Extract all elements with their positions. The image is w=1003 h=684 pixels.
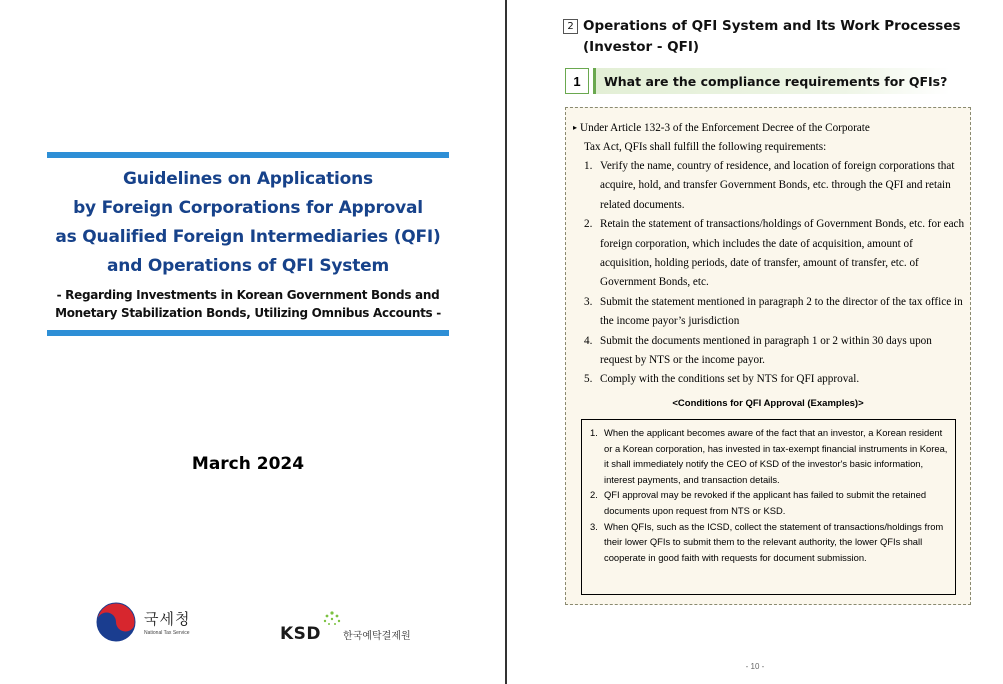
conditions-box bbox=[581, 419, 956, 595]
cover-date: March 2024 bbox=[191, 454, 305, 474]
list-item-text: Submit the documents mentioned in paragraph 1 or 2 within 30 days upon request by NTS or the income payor. bbox=[600, 334, 932, 367]
bullet-icon: ▸ bbox=[573, 123, 578, 132]
ksd-spark-icon bbox=[323, 610, 341, 644]
list-item bbox=[590, 425, 950, 487]
list-item-number: 1. bbox=[590, 427, 598, 438]
list-item-text: Retain the statement of transactions/holdings of Government Bonds, etc. for each foreign corporation, which includes the date of acquisition, amount of acquisition, holding periods, date of transfer, amount of transfer, etc. of Government Bonds, etc. bbox=[600, 218, 965, 289]
section-number-box: 2 bbox=[563, 19, 578, 34]
cover-title-line: as Qualified Foreign Intermediaries (QFI) bbox=[55, 227, 441, 247]
cover-subtitle-line: Monetary Stabilization Bonds, Utilizing Omnibus Accounts - bbox=[55, 306, 441, 320]
cover-top-rule bbox=[47, 152, 449, 158]
nts-logo-english: National Tax Service bbox=[144, 630, 190, 636]
cover-title-line: by Foreign Corporations for Approval bbox=[73, 198, 423, 218]
list-item-number: 2. bbox=[584, 218, 593, 231]
section-heading bbox=[563, 16, 983, 58]
question-header bbox=[565, 68, 950, 94]
question-label: What are the compliance requirements for QFIs? bbox=[593, 68, 950, 94]
list-item-text: When the applicant becomes aware of the fact that an investor, a Korean resident or a Korean corporation, has invested in tax-exempt financial instruments in Korea, it shall immediately notify the CEO of KSD of the investor's basic information, interest payments, and transaction details. bbox=[604, 427, 948, 485]
requirements-intro bbox=[573, 118, 963, 158]
nts-logo bbox=[96, 600, 190, 644]
section-title-line2: (Investor - QFI) bbox=[583, 39, 700, 55]
list-item-text: Verify the name, country of residence, and location of foreign corporations that acquire, hold, and transfer Government Bonds, etc. through the QFI and retain related documents. bbox=[600, 160, 955, 211]
list-item-text: Submit the statement mentioned in paragraph 2 to the director of the tax office in the income payor’s jurisdiction bbox=[600, 295, 963, 328]
cover-subtitle-line: - Regarding Investments in Korean Government Bonds and bbox=[56, 288, 440, 302]
nts-logo-korean: 국세청 bbox=[144, 610, 191, 628]
list-item bbox=[584, 332, 966, 371]
list-item bbox=[584, 370, 966, 389]
intro-line: Tax Act, QFIs shall fulfill the following requirements: bbox=[584, 141, 827, 154]
conditions-title: <Conditions for QFI Approval (Examples)> bbox=[672, 398, 864, 409]
ksd-logo-korean: 한국예탁결제원 bbox=[343, 631, 411, 642]
requirements-list bbox=[584, 157, 966, 390]
question-number-box: 1 bbox=[565, 68, 589, 94]
list-item bbox=[590, 519, 950, 566]
list-item bbox=[584, 215, 966, 293]
list-item bbox=[584, 293, 966, 332]
cover-subtitle bbox=[47, 286, 449, 322]
list-item bbox=[590, 487, 950, 518]
nts-emblem-icon bbox=[96, 602, 136, 642]
section-title: Operations of QFI System and Its Work Processes bbox=[583, 18, 961, 34]
list-item-number: 3. bbox=[590, 520, 598, 532]
list-item-text: Comply with the conditions set by NTS for QFI approval. bbox=[600, 373, 860, 386]
list-item-number: 3. bbox=[584, 295, 593, 308]
requirements-box bbox=[565, 107, 971, 605]
list-item-number: 4. bbox=[584, 334, 593, 347]
list-item-text: When QFIs, such as the ICSD, collect the statement of transactions/holdings from their lower QFIs to submit them to the relevant authority, the lower QFIs shall cooperate in good faith with requests for document submission. bbox=[604, 520, 944, 563]
conditions-list bbox=[590, 425, 950, 565]
list-item-text: QFI approval may be revoked if the applicant has failed to submit the retained documents upon request from NTS or KSD. bbox=[604, 489, 927, 516]
cover-title bbox=[47, 165, 449, 281]
list-item-number: 5. bbox=[584, 373, 593, 386]
intro-line: Under Article 132-3 of the Enforcement Decree of the Corporate bbox=[580, 122, 870, 134]
cover-title-line: Guidelines on Applications bbox=[123, 169, 373, 189]
ksd-logo-word: KSD bbox=[280, 624, 322, 644]
page-number: - 10 - bbox=[745, 662, 765, 671]
ksd-logo bbox=[280, 604, 411, 644]
cover-bottom-rule bbox=[47, 330, 449, 336]
cover-title-line: and Operations of QFI System bbox=[107, 256, 389, 276]
list-item-number: 1. bbox=[584, 160, 593, 172]
content-page bbox=[507, 0, 1003, 684]
list-item-number: 2. bbox=[590, 489, 598, 501]
list-item bbox=[584, 157, 966, 215]
